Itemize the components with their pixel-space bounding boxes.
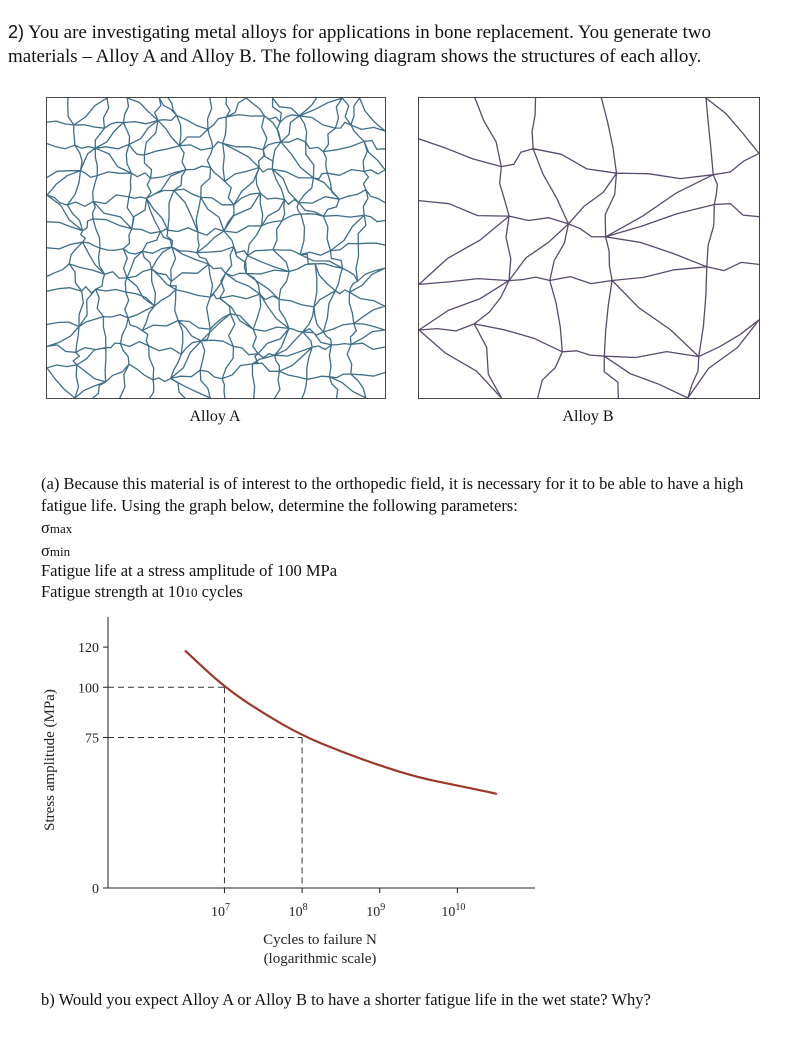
- alloy-a-label: Alloy A: [189, 408, 241, 425]
- sigma-symbol: σ: [41, 518, 50, 537]
- sigma-symbol: σ: [41, 541, 50, 560]
- x-axis-label: Cycles to failure N: [263, 932, 377, 948]
- chart-ticks: [78, 641, 465, 920]
- alloy-b-coarse-grain-structure: [419, 98, 759, 398]
- question-number: 2): [8, 22, 25, 42]
- sigma-max-subscript: max: [49, 521, 73, 536]
- question-line-1: [8, 20, 788, 45]
- chart-series: [186, 651, 497, 794]
- fatigue-strength-suffix: cycles: [197, 582, 243, 601]
- x-tick-label: $10^9$: [366, 902, 386, 920]
- alloy-b-label: Alloy B: [562, 408, 614, 425]
- alloy-a-grain-boundaries: [47, 98, 385, 398]
- y-axis-label: Stress amplitude (MPa): [42, 689, 58, 831]
- alloy-b-grain-boundaries-boundaries: [419, 98, 759, 398]
- y-tick-label: 120: [78, 641, 99, 657]
- fatigue-strength-exponent: 10: [184, 585, 198, 600]
- x-axis-scale-note: (logarithmic scale): [263, 951, 377, 967]
- sn-fatigue-chart: [30, 605, 550, 975]
- param-fatigue-strength: [41, 582, 243, 602]
- fatigue-strength-prefix: Fatigue strength at 10: [41, 582, 185, 601]
- param-sigma-min: [41, 541, 70, 561]
- question-line-1-text: You are investigating metal alloys for applications in bone replacement. You generate two: [28, 22, 712, 43]
- x-tick-label: $10^7$: [210, 902, 230, 920]
- sn-curve: [186, 651, 497, 794]
- question-line-2: materials – Alloy A and Alloy B. The following diagram shows the structures of each alloy.: [8, 46, 702, 67]
- param-sigma-max: [41, 518, 72, 538]
- x-tick-label: $10^8$: [288, 902, 308, 920]
- alloy-a-grain-boundaries-boundaries: [47, 98, 385, 398]
- alloy-b-grain-boundaries: [419, 98, 759, 398]
- sigma-min-subscript: min: [49, 544, 71, 559]
- part-b-question: b) Would you expect Alloy A or Alloy B to have a shorter fatigue life in the wet state? Why?: [41, 990, 651, 1009]
- alloy-b-micrograph: [418, 97, 760, 399]
- chart-axes: [108, 617, 535, 888]
- alloy-a-micrograph: [46, 97, 386, 399]
- y-tick-label: 0: [92, 882, 99, 897]
- y-tick-label: 75: [85, 731, 99, 747]
- alloy-a-fine-grain-structure: [47, 98, 385, 398]
- question-text: [8, 20, 788, 69]
- x-tick-label: $10^{10}$: [441, 902, 466, 920]
- y-tick-label: 100: [78, 681, 99, 697]
- param-fatigue-life: Fatigue life at a stress amplitude of 100 MPa: [41, 561, 338, 580]
- part-a-question: (a) Because this material is of interest to the orthopedic field, it is necessary for it to be able to have a high fatigue life. Using the graph below, determine the following parameters:: [41, 474, 744, 515]
- chart-reference-lines: [108, 687, 302, 888]
